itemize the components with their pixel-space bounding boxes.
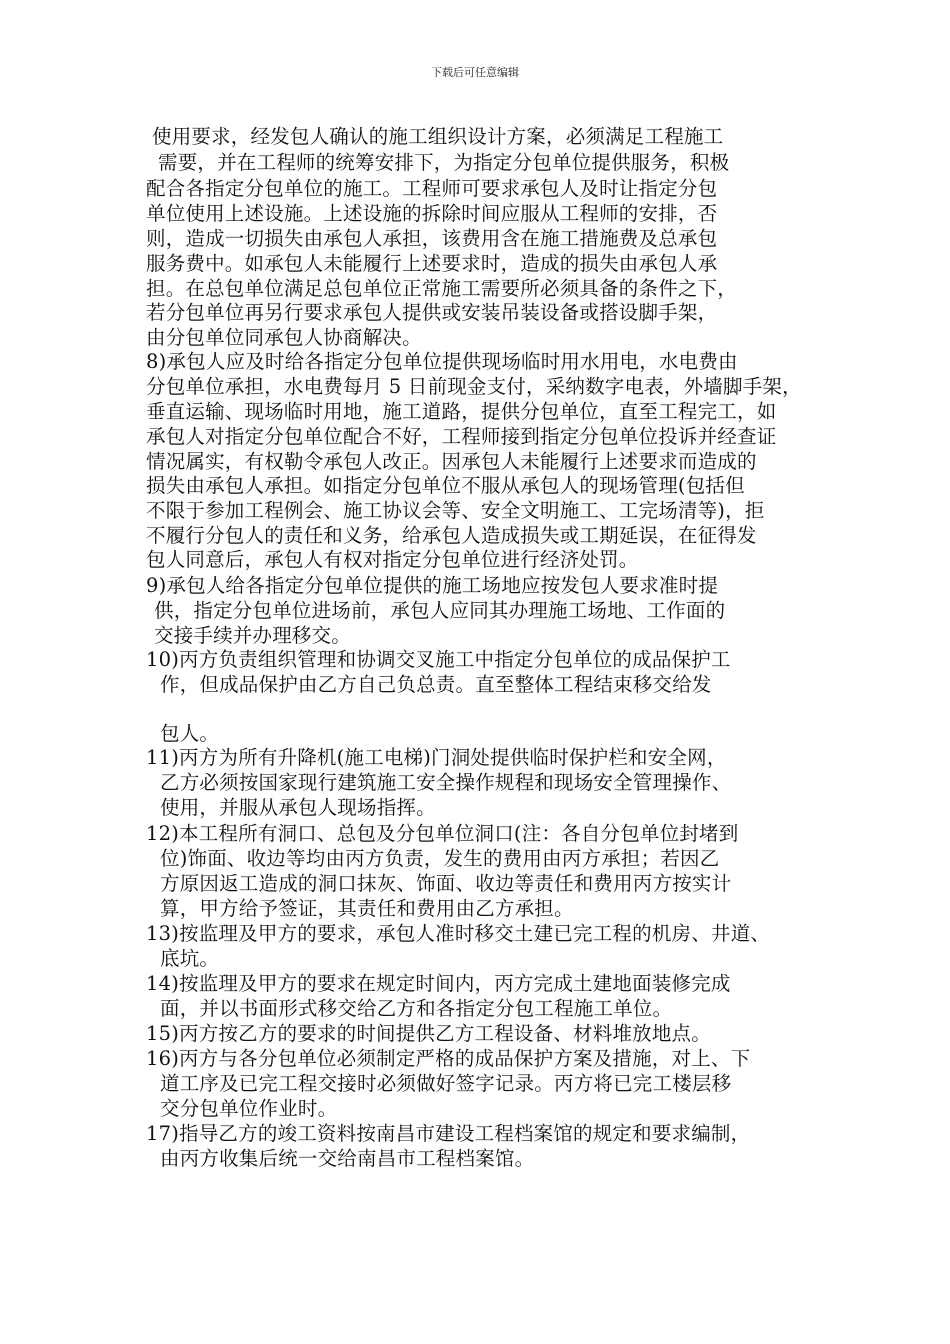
text-line: 面，并以书面形式移交给乙方和各指定分包工程施工单位。	[160, 997, 673, 1020]
text-line: 道工序及已完工程交接时必须做好签字记录。丙方将已完工楼层移	[160, 1072, 732, 1095]
text-line: 由丙方收集后统一交给南昌市工程档案馆。	[160, 1147, 535, 1170]
text-line: 不履行分包人的责任和义务，给承包人造成损失或工期延误，在征得发	[146, 524, 757, 547]
text-line: 9)承包人给各指定分包单位提供的施工场地应按发包人要求准时提	[146, 574, 719, 597]
text-line: 8)承包人应及时给各指定分包单位提供现场临时用水用电，水电费由	[146, 350, 738, 373]
text-line: 底坑。	[160, 947, 220, 970]
text-line: 交分包单位作业时。	[160, 1097, 338, 1120]
text-line: 使用，并服从承包人现场指挥。	[160, 796, 436, 819]
text-line: 13)按监理及甲方的要求，承包人准时移交土建已完工程的机房、井道、	[146, 922, 771, 945]
text-line: 使用要求，经发包人确认的施工组织设计方案，必须满足工程施工	[152, 125, 724, 148]
text-line: 12)本工程所有洞口、总包及分包单位洞口(注：各自分包单位封堵到	[146, 822, 739, 845]
text-line: 位)饰面、收边等均由丙方负责，发生的费用由丙方承担；若因乙	[160, 847, 720, 870]
text-line: 作，但成品保护由乙方自己负总责。直至整体工程结束移交给发	[160, 673, 712, 696]
text-line: 担。在总包单位满足总包单位正常施工需要所必须具备的条件之下，	[146, 277, 738, 300]
text-line: 交接手续并办理移交。	[154, 624, 352, 647]
text-line: 方原因返工造成的洞口抹灰、饰面、收边等责任和费用丙方按实计	[160, 872, 732, 895]
text-line: 15)丙方按乙方的要求的时间提供乙方工程设备、材料堆放地点。	[146, 1022, 711, 1045]
page-header: 下载后可任意编辑	[431, 66, 519, 79]
text-line: 若分包单位再另行要求承包人提供或安装吊装设备或搭设脚手架，	[146, 301, 718, 324]
text-line: 服务费中。如承包人未能履行上述要求时，造成的损失由承包人承	[146, 252, 718, 275]
text-line: 14)按监理及甲方的要求在规定时间内，丙方完成土建地面装修完成	[146, 972, 731, 995]
text-line: 11)丙方为所有升降机(施工电梯)门洞处提供临时保护栏和安全网，	[146, 746, 727, 769]
text-line: 则，造成一切损失由承包人承担，该费用含在施工措施费及总承包	[146, 227, 718, 250]
text-line: 17)指导乙方的竣工资料按南昌市建设工程档案馆的规定和要求编制，	[146, 1122, 751, 1145]
text-line: 由分包单位同承包人协商解决。	[146, 326, 422, 349]
text-line: 损失由承包人承担。如指定分包单位不服从承包人的现场管理(包括但	[146, 474, 745, 497]
text-line: 包人同意后，承包人有权对指定分包单位进行经济处罚。	[146, 548, 639, 571]
text-line: 垂直运输、现场临时用地，施工道路，提供分包单位，直至工程完工，如	[146, 400, 777, 423]
text-line: 不限于参加工程例会、施工协议会等、安全文明施工、工完场清等)，拒	[146, 499, 765, 522]
text-line: 单位使用上述设施。上述设施的拆除时间应服从工程师的安排，否	[146, 202, 718, 225]
text-line: 16)丙方与各分包单位必须制定严格的成品保护方案及措施，对上、下	[146, 1047, 751, 1070]
text-line: 配合各指定分包单位的施工。工程师可要求承包人及时让指定分包	[146, 177, 718, 200]
text-line: 承包人对指定分包单位配合不好，工程师接到指定分包单位投诉并经查证	[146, 425, 777, 448]
text-line: 情况属实，有权勒令承包人改正。因承包人未能履行上述要求而造成的	[146, 450, 757, 473]
text-line: 分包单位承担，水电费每月 5 日前现金支付，采纳数字电表，外墙脚手架，	[146, 375, 802, 398]
text-line: 10)丙方负责组织管理和协调交叉施工中指定分包单位的成品保护工	[146, 648, 731, 671]
text-line: 乙方必须按国家现行建筑施工安全操作规程和现场安全管理操作、	[160, 771, 732, 794]
text-line: 需要，并在工程师的统筹安排下，为指定分包单位提供服务，积极	[158, 151, 730, 174]
text-line: 算，甲方给予签证，其责任和费用由乙方承担。	[160, 897, 574, 920]
text-line: 包人。	[160, 722, 220, 745]
text-line: 供，指定分包单位进场前，承包人应同其办理施工场地、工作面的	[154, 599, 726, 622]
